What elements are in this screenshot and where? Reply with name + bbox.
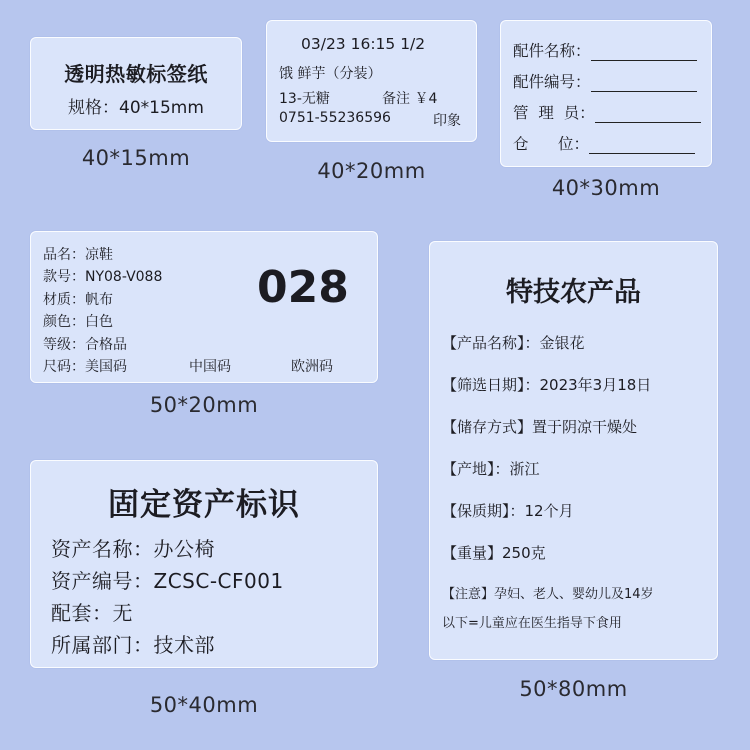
parts-field-number: 配件编号： <box>513 70 697 92</box>
parts-field-name: 配件名称： <box>513 39 697 61</box>
label-40x30 <box>500 20 712 167</box>
size-caption-50x20: 50*20mm <box>149 393 259 417</box>
asset-field-name: 资产名称：办公椅 <box>51 537 215 561</box>
product-field-shelf-life: 【保质期】：12个月 <box>442 502 574 520</box>
asset-field-accessory: 配套：无 <box>51 601 133 625</box>
shoe-code-number: 028 <box>257 262 349 313</box>
label-spec: 规格：40*15mm <box>68 98 204 118</box>
label-title: 透明热敏标签纸 <box>64 62 208 86</box>
label-40x20 <box>266 20 477 142</box>
product-field-storage: 【储存方式】置于阴凉干燥处 <box>442 418 638 436</box>
label-40x15 <box>30 37 242 130</box>
shoe-field-color: 颜色：白色 <box>43 314 113 330</box>
asset-field-number: 资产编号：ZCSC-CF001 <box>51 569 284 593</box>
shoe-field-grade: 等级：合格品 <box>43 337 127 353</box>
product-title: 特技农产品 <box>506 277 641 308</box>
asset-title: 固定资产标识 <box>108 487 300 523</box>
order-shop: 印象 <box>433 113 461 129</box>
label-50x20 <box>30 231 378 383</box>
size-caption-40x15: 40*15mm <box>81 146 191 170</box>
product-notice-line1: 【注意】孕妇、老人、婴幼儿及14岁 <box>442 587 654 602</box>
order-option: 13-无糖 <box>279 91 330 107</box>
order-item: 饿 鲜芋（分装） <box>279 66 382 82</box>
shoe-field-material: 材质：帆布 <box>43 292 113 308</box>
size-caption-40x30: 40*30mm <box>551 176 661 200</box>
product-field-name: 【产品名称】：金银花 <box>442 334 585 352</box>
order-remark: 备注 ￥4 <box>382 91 438 107</box>
product-field-date: 【筛选日期】：2023年3月18日 <box>442 376 652 394</box>
shoe-size-eu: 欧洲码 <box>291 359 333 375</box>
order-phone: 0751-55236596 <box>279 110 391 126</box>
label-50x80 <box>429 241 718 660</box>
size-caption-40x20: 40*20mm <box>317 159 426 183</box>
parts-field-manager: 管 理 员： <box>513 101 701 123</box>
size-caption-50x80: 50*80mm <box>519 677 628 701</box>
product-field-weight: 【重量】250克 <box>442 544 546 562</box>
shoe-size-us: 尺码：美国码 <box>43 359 127 375</box>
label-50x40 <box>30 460 378 668</box>
parts-field-location: 仓 位： <box>513 132 695 154</box>
order-header: 03/23 16:15 1/2 <box>301 35 426 53</box>
size-caption-50x40: 50*40mm <box>149 693 259 717</box>
asset-field-department: 所属部门：技术部 <box>51 633 215 657</box>
shoe-size-cn: 中国码 <box>189 359 231 375</box>
shoe-field-style: 款号：NY08-V088 <box>43 269 163 285</box>
product-notice-line2: 以下=儿童应在医生指导下食用 <box>442 616 622 631</box>
shoe-field-name: 品名：凉鞋 <box>43 247 113 263</box>
product-field-origin: 【产地】：浙江 <box>442 460 540 478</box>
